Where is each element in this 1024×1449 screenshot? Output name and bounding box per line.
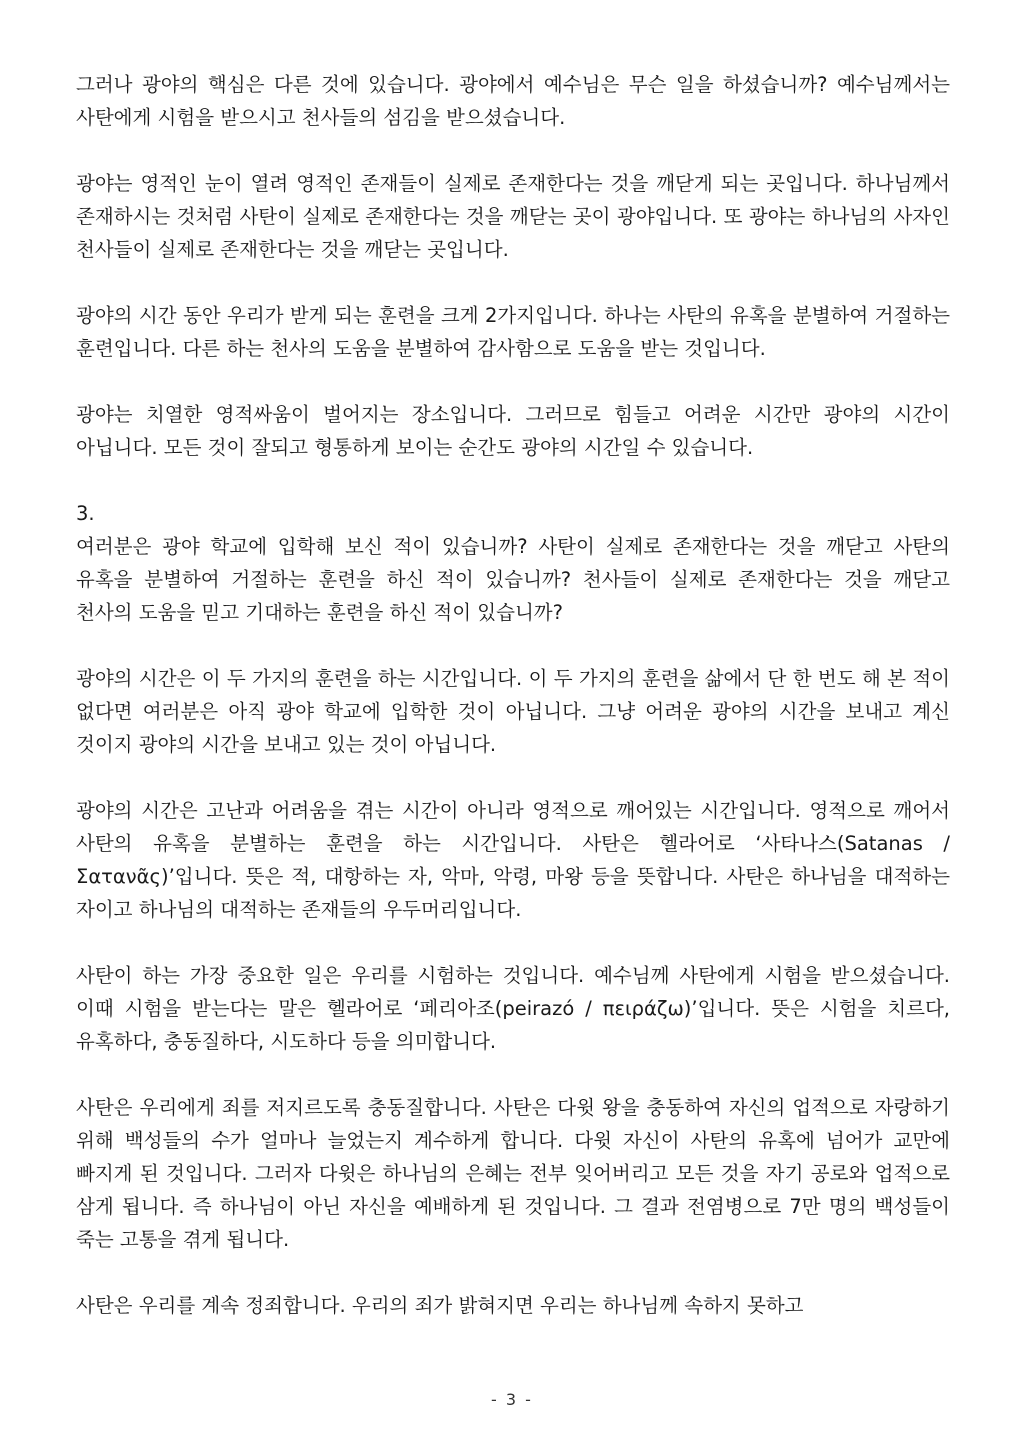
paragraph: 광야의 시간은 고난과 어려움을 겪는 시간이 아니라 영적으로 깨어있는 시간입니다. 영적으로 깨어서 사탄의 유혹을 분별하는 훈련을 하는 시간입니다. 사탄은 헬라어로 ‘사타나스(Satanas / Σατανᾶς)’입니다. 뜻은 적, 대항하는 자, 악마, 악령, 마왕 등을 뜻합니다. 사탄은 하나님을 대적하는 자이고 하나님의 대적하는 존재들의 우두머리입니다. <box>76 799 950 921</box>
document-body <box>76 68 950 1322</box>
paragraph: 사탄이 하는 가장 중요한 일은 우리를 시험하는 것입니다. 예수님께 사탄에게 시험을 받으셨습니다. 이때 시험을 받는다는 말은 헬라어로 ‘페리아조(peirazó / πειράζω)’입니다. 뜻은 시험을 치르다, 유혹하다, 충동질하다, 시도하다 등을 의미합니다. <box>76 964 950 1053</box>
page-number: - 3 - <box>491 1390 533 1409</box>
paragraph: 광야의 시간 동안 우리가 받게 되는 훈련을 크게 2가지입니다. 하나는 사탄의 유혹을 분별하여 거절하는 훈련입니다. 다른 하는 천사의 도움을 분별하여 감사함으로 도움을 받는 것입니다. <box>76 304 950 360</box>
paragraph: 광야의 시간은 이 두 가지의 훈련을 하는 시간입니다. 이 두 가지의 훈련을 삶에서 단 한 번도 해 본 적이 없다면 여러분은 아직 광야 학교에 입학한 것이 아닙니다. 그냥 어려운 광야의 시간을 보내고 계신 것이지 광야의 시간을 보내고 있는 것이 아닙니다. <box>76 667 950 756</box>
section-number: 3. <box>76 502 95 525</box>
paragraph: 사탄은 우리에게 죄를 저지르도록 충동질합니다. 사탄은 다윗 왕을 충동하여 자신의 업적으로 자랑하기 위해 백성들의 수가 얼마나 늘었는지 계수하게 합니다. 다윗 자신이 사탄의 유혹에 넘어가 교만에 빠지게 된 것입니다. 그러자 다윗은 하나님의 은혜는 전부 잊어버리고 모든 것을 자기 공로와 업적으로 삼게 됩니다. 즉 하나님이 아닌 자신을 예배하게 된 것입니다. 그 결과 전염병으로 7만 명의 백성들이 죽는 고통을 겪게 됩니다. <box>76 1096 950 1251</box>
paragraph: 그러나 광야의 핵심은 다른 것에 있습니다. 광야에서 예수님은 무슨 일을 하셨습니까? 예수님께서는 사탄에게 시험을 받으시고 천사들의 섬김을 받으셨습니다. <box>76 73 950 129</box>
paragraph: 사탄은 우리를 계속 정죄합니다. 우리의 죄가 밝혀지면 우리는 하나님께 속하지 못하고 <box>76 1294 804 1317</box>
paragraph: 여러분은 광야 학교에 입학해 보신 적이 있습니까? 사탄이 실제로 존재한다는 것을 깨닫고 사탄의 유혹을 분별하여 거절하는 훈련을 하신 적이 있습니까? 천사들이 실제로 존재한다는 것을 깨닫고 천사의 도움을 믿고 기대하는 훈련을 하신 적이 있습니까? <box>76 535 950 624</box>
paragraph: 광야는 치열한 영적싸움이 벌어지는 장소입니다. 그러므로 힘들고 어려운 시간만 광야의 시간이 아닙니다. 모든 것이 잘되고 형통하게 보이는 순간도 광야의 시간일 수 있습니다. <box>76 403 950 459</box>
paragraph: 광야는 영적인 눈이 열려 영적인 존재들이 실제로 존재한다는 것을 깨닫게 되는 곳입니다. 하나님께서 존재하시는 것처럼 사탄이 실제로 존재한다는 것을 깨닫는 곳이 광야입니다. 또 광야는 하나님의 사자인 천사들이 실제로 존재한다는 것을 깨닫는 곳입니다. <box>76 172 950 261</box>
